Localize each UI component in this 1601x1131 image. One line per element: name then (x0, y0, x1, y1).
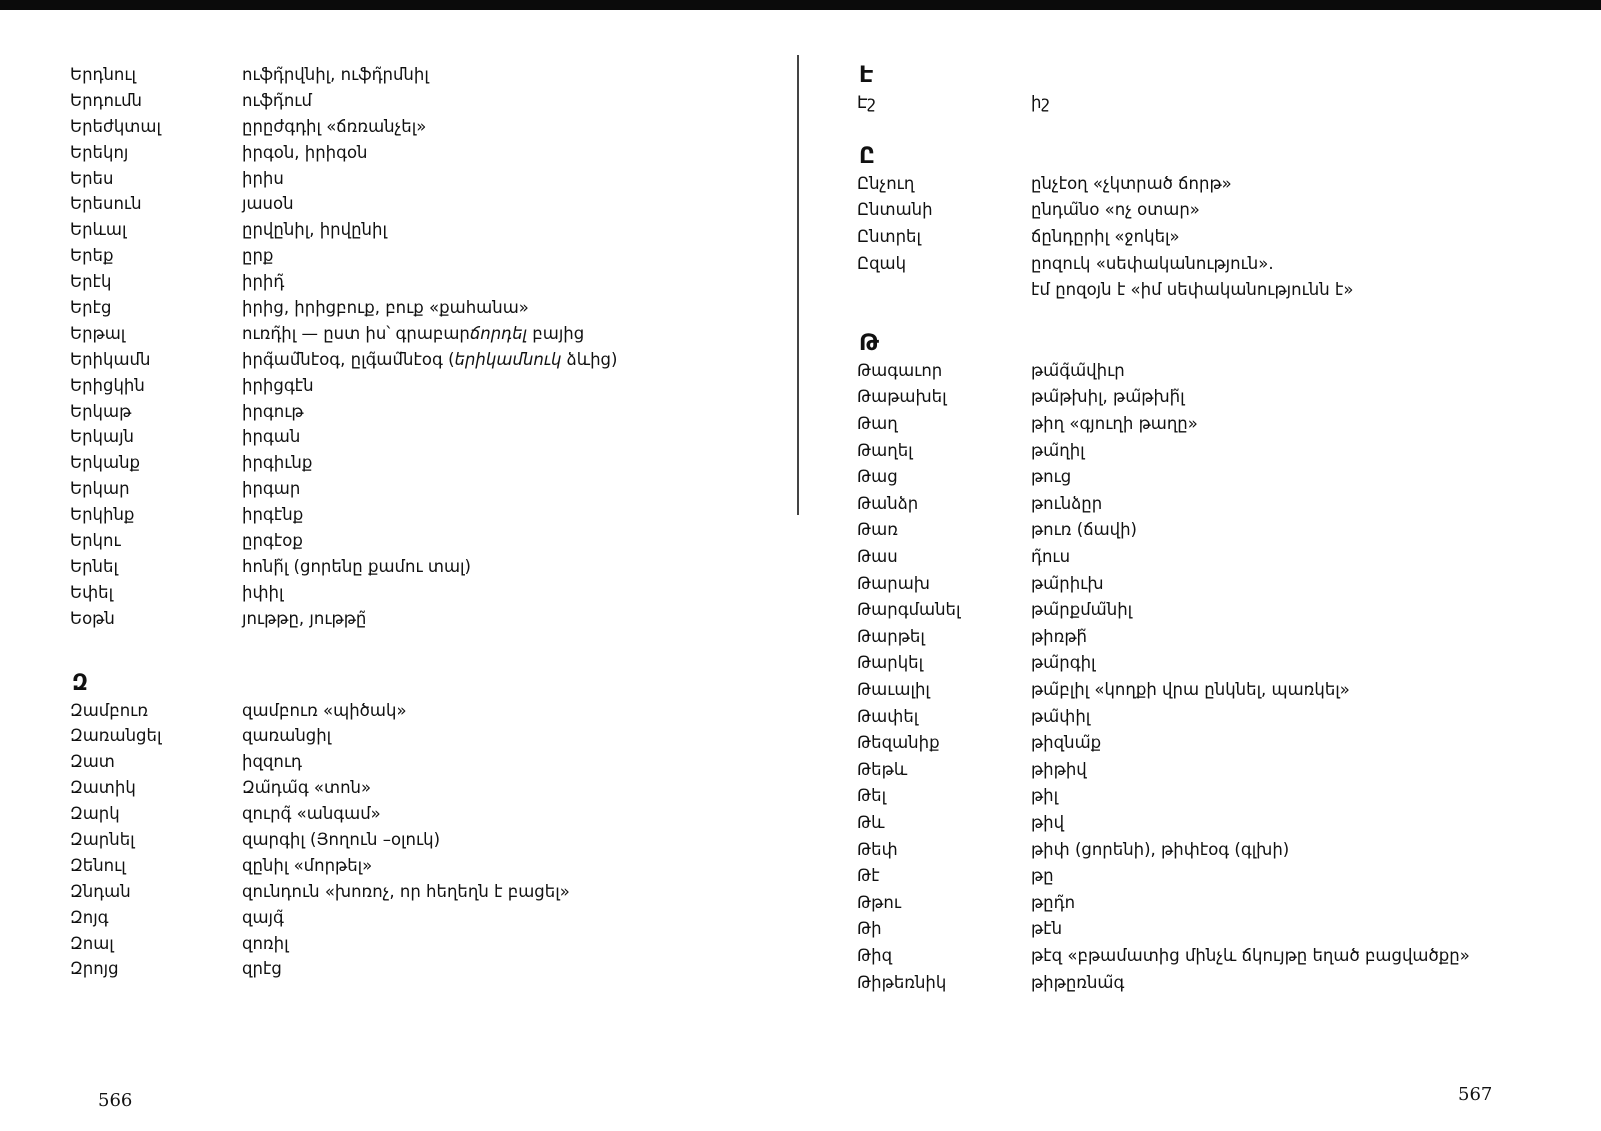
entry-headword: Թանձր (857, 493, 919, 513)
entry-dialect-text: ընչէօղ «չկտրած ճորթ» (1031, 173, 1232, 193)
dictionary-entry (70, 905, 760, 931)
entry-headword: Թիթեռնիկ (857, 972, 947, 992)
entry-dialect-text: թիռթի̃ (1031, 626, 1087, 646)
entry-dialect-text: յութթը, յութթը̃ (242, 608, 367, 628)
entry-headword: Թեթև (857, 759, 908, 779)
entry-dialect-text: իզզուդ (242, 752, 302, 772)
entry-dialect-form (1031, 465, 1557, 489)
entry-dialect-text: զունդուն «խոռոչ, որ հեղեղն է բացել» (242, 881, 570, 901)
entry-dialect-form (242, 880, 760, 904)
dictionary-entry (70, 88, 760, 114)
entry-dialect-form (1031, 651, 1557, 675)
dictionary-entry (70, 62, 760, 88)
entry-dialect-text: ուֆդ̃րվնիլ, ուֆդ̃րմնիլ (242, 64, 429, 84)
dictionary-entry (70, 424, 760, 450)
entry-headword: Թաս (857, 547, 898, 567)
entry-dialect-form (242, 477, 760, 501)
entry-dialect-text: իրիս (242, 168, 284, 188)
dictionary-entry (70, 775, 760, 801)
dictionary-entry (70, 243, 760, 269)
dictionary-entry (70, 373, 760, 399)
dictionary-entry (70, 269, 760, 295)
entry-dialect-form (1031, 439, 1557, 463)
entry-dialect-text-tail: ձևից) (561, 349, 618, 369)
entry-headword: Զատ (70, 752, 115, 772)
entry-dialect-text: զառանցիլ (242, 726, 332, 746)
section-letter: Թ (859, 330, 879, 356)
entry-dialect-text: ըրք (242, 246, 274, 266)
entry-dialect-text: իփիլ (242, 582, 284, 602)
entry-dialect-form (1031, 971, 1557, 995)
dictionary-entry (857, 90, 1557, 117)
dictionary-entry (857, 730, 1557, 757)
entry-dialect-text: հոնի̃լ (ցորենը քամու տալ) (242, 556, 471, 576)
entry-dialect-form (1031, 91, 1557, 115)
dictionary-entry (857, 783, 1557, 810)
entry-headword: Թաթախել (857, 387, 947, 407)
dictionary-entry (857, 863, 1557, 890)
entry-dialect-text: թա̃թխիլ, թա̃թխի̃լ (1031, 387, 1185, 407)
entry-dialect-text: էմ ըոզօյն է «իմ սեփականությունն է» (1031, 280, 1354, 300)
entry-headword: Ըզակ (857, 253, 907, 273)
entry-dialect-form (242, 802, 760, 826)
entry-headword: Երեժկտալ (70, 116, 161, 136)
dictionary-entry (70, 801, 760, 827)
entry-dialect-form (1031, 678, 1557, 702)
dictionary-entry (70, 606, 760, 632)
dictionary-entry (857, 756, 1557, 783)
entry-headword: Թարգմանել (857, 600, 961, 620)
entry-headword: Թէ (857, 866, 880, 886)
section-letter: Է (859, 63, 874, 88)
entry-headword: Երկար (70, 479, 130, 499)
entry-dialect-text: զարգիլ (Յողուն –օլուկ) (242, 829, 441, 849)
entry-dialect-form (242, 828, 760, 852)
entry-headword: Թափել (857, 706, 919, 726)
entry-dialect-text: իրգէնք (242, 505, 304, 525)
entry-dialect-text: թուց (1031, 467, 1072, 487)
entry-dialect-text: թիթըռնա̃գ (1031, 972, 1125, 992)
entry-headword: Երթալ (70, 323, 126, 343)
entry-dialect-text: թիփ (ցորենի), թիփէօգ (գլխի) (1031, 839, 1290, 859)
entry-headword: Երեսուն (70, 194, 142, 214)
entry-dialect-form (242, 167, 760, 191)
entry-dialect-form (242, 451, 760, 475)
entry-dialect-text: զամբուռ «պիծակ» (242, 700, 407, 720)
entry-headword: Զամբուռ (70, 700, 149, 720)
entry-headword: Երեք (70, 246, 114, 266)
entry-dialect-form (242, 89, 760, 113)
entry-headword: Ընտանի (857, 200, 933, 220)
entry-dialect-form (242, 141, 760, 165)
entry-dialect-form (242, 270, 760, 294)
entry-dialect-form (242, 348, 760, 372)
dictionary-entry (857, 703, 1557, 730)
entry-headword: Եօթն (70, 608, 115, 628)
entry-dialect-text: ճընդըրիլ «ջոկել» (1031, 227, 1180, 247)
entry-dialect-text: իրգութ (242, 401, 304, 421)
entry-dialect-form (242, 296, 760, 320)
dictionary-entry (857, 943, 1557, 970)
entry-dialect-form (1031, 891, 1557, 915)
dictionary-entry (70, 957, 760, 983)
dictionary-entry (70, 450, 760, 476)
entry-dialect-text: ըրգէօք (242, 530, 303, 550)
entry-headword: Երկինք (70, 505, 135, 525)
entry-headword: Երևալ (70, 220, 127, 240)
entry-dialect-text: ընդա̃նօ «ոչ օտար» (1031, 200, 1200, 220)
entry-headword: Թեփ (857, 839, 898, 859)
entry-dialect-form (1031, 758, 1557, 782)
entry-dialect-text: զուրգ̃ «անգամ» (242, 804, 381, 824)
entry-dialect-text: ուֆդ̃ում (242, 90, 312, 110)
dictionary-entry (70, 347, 760, 373)
entry-dialect-text: իրիցգէն (242, 375, 314, 395)
dictionary-entry (857, 491, 1557, 518)
entry-dialect-text: թա̃գ̃ա̃վիւր (1031, 360, 1125, 380)
entry-headword: Զառանցել (70, 726, 162, 746)
entry-dialect-form (242, 529, 760, 553)
entry-dialect-form (242, 425, 760, 449)
dictionary-entry (857, 836, 1557, 863)
dictionary-entry (70, 580, 760, 606)
entry-dialect-text: թը (1031, 866, 1054, 886)
entry-dialect-form (242, 607, 760, 631)
entry-headword: Զենուլ (70, 855, 126, 875)
dictionary-entry (857, 916, 1557, 943)
entry-dialect-text: Զա̃դա̃գ «տոն» (242, 778, 372, 798)
dictionary-entry (857, 810, 1557, 837)
section-letter: Զ (72, 670, 89, 696)
entry-headword: Թարկել (857, 653, 924, 673)
dictionary-entry (70, 723, 760, 749)
entry-dialect-text: ըրվընիլ, իրվընիլ (242, 220, 387, 240)
entry-dialect-form (1031, 278, 1557, 302)
entry-dialect-text: թուռ (ճավի) (1031, 520, 1137, 540)
entry-dialect-form (242, 750, 760, 774)
entry-dialect-form (1031, 252, 1557, 276)
left-page (70, 62, 760, 982)
entry-dialect-text: թա̃րգիլ (1031, 653, 1096, 673)
entry-dialect-text: թա̃փիլ (1031, 706, 1091, 726)
entry-dialect-form (242, 374, 760, 398)
entry-headword: Թաց (857, 467, 898, 487)
dictionary-entry (857, 197, 1557, 224)
dictionary-entry (857, 969, 1557, 996)
entry-dialect-text: իրգար (242, 479, 301, 499)
entry-headword: Երիկամն (70, 349, 151, 369)
entry-dialect-form (1031, 811, 1557, 835)
entry-dialect-text-tail: բայից (527, 323, 585, 343)
entry-headword: Զատիկ (70, 778, 136, 798)
dictionary-entry (857, 517, 1557, 544)
entry-headword: Երկանք (70, 453, 141, 473)
entry-headword: Թարախ (857, 573, 930, 593)
entry-headword: Երկաթ (70, 401, 132, 421)
dictionary-entry (70, 698, 760, 724)
entry-headword: Թառ (857, 520, 898, 540)
entry-dialect-form (242, 776, 760, 800)
right-page (857, 62, 1557, 996)
entry-headword: Զարկ (70, 804, 120, 824)
dictionary-entry (70, 191, 760, 217)
dictionary-entry (857, 250, 1557, 277)
entry-headword: Թել (857, 786, 887, 806)
entry-headword: Երկայն (70, 427, 135, 447)
entry-dialect-form (1031, 625, 1557, 649)
dictionary-entry (857, 358, 1557, 385)
dictionary-entry (857, 677, 1557, 704)
dictionary-entry (70, 554, 760, 580)
entry-dialect-form (242, 699, 760, 723)
dictionary-entry (70, 528, 760, 554)
dictionary-entry (857, 544, 1557, 571)
entry-dialect-form (1031, 598, 1557, 622)
entry-headword: Թի (857, 919, 882, 939)
dictionary-entry (857, 437, 1557, 464)
entry-headword: Թագաւոր (857, 360, 943, 380)
entry-headword: Երէկ (70, 272, 112, 292)
entry-dialect-text: թիղ «գյուղի թաղը» (1031, 414, 1198, 434)
entry-headword: Ընտրել (857, 227, 921, 247)
entry-dialect-form (242, 854, 760, 878)
entry-headword: Զարնել (70, 829, 135, 849)
entry-headword: Երէց (70, 297, 112, 317)
entry-dialect-text: իշ (1031, 93, 1050, 113)
entry-dialect-form (242, 400, 760, 424)
entry-dialect-text: թըդ̃ո (1031, 892, 1076, 912)
entry-headword: Երկու (70, 530, 121, 550)
entry-headword: Թարթել (857, 626, 925, 646)
entry-dialect-form (1031, 385, 1557, 409)
entry-dialect-form (242, 244, 760, 268)
entry-dialect-text: թա̃բլիլ «կողքի վրա ընկնել, պառկել» (1031, 679, 1350, 699)
entry-dialect-form (1031, 492, 1557, 516)
entry-dialect-form (1031, 518, 1557, 542)
entry-dialect-form (242, 63, 760, 87)
entry-headword: Երիցկին (70, 375, 145, 395)
entry-dialect-text: թիթիվ (1031, 759, 1087, 779)
entry-dialect-form (1031, 838, 1557, 862)
entry-dialect-form (1031, 784, 1557, 808)
dictionary-entry (70, 749, 760, 775)
dictionary-entry (70, 217, 760, 243)
dictionary-entry (857, 570, 1557, 597)
entry-dialect-text: իրգ̃ամ̃նէօգ, ըլգ̃ամ̃նէօգ ( (242, 349, 455, 369)
entry-headword: Զոալ (70, 933, 114, 953)
entry-dialect-text: թա̃ղիլ (1031, 440, 1085, 460)
entry-dialect-text: զրէց (242, 959, 282, 979)
entry-dialect-form (1031, 705, 1557, 729)
dictionary-entry (70, 114, 760, 140)
dictionary-entry (70, 502, 760, 528)
entry-dialect-text: թունձըր (1031, 493, 1103, 513)
entry-dialect-form (242, 503, 760, 527)
dictionary-entry (70, 399, 760, 425)
dictionary-entry (857, 597, 1557, 624)
entry-dialect-form (1031, 172, 1557, 196)
entry-dialect-form (242, 115, 760, 139)
entry-headword: Երեկոյ (70, 142, 129, 162)
entry-headword: Երես (70, 168, 114, 188)
entry-headword: Երնել (70, 556, 118, 576)
entry-dialect-form (1031, 198, 1557, 222)
dictionary-entry (70, 879, 760, 905)
entry-dialect-text: թիզնա̃ք (1031, 733, 1102, 753)
entry-dialect-form (242, 906, 760, 930)
entry-dialect-form (1031, 412, 1557, 436)
dictionary-entry (857, 411, 1557, 438)
dictionary-entry (857, 624, 1557, 651)
entry-dialect-form (1031, 545, 1557, 569)
entry-dialect-text: թա̃րիւխ (1031, 573, 1104, 593)
dictionary-entry (857, 650, 1557, 677)
dictionary-entry (857, 171, 1557, 198)
entry-dialect-text: իրիդ̃ (242, 272, 285, 292)
entry-dialect-form (1031, 572, 1557, 596)
page-number-right: 567 (1458, 1084, 1493, 1105)
dictionary-entry (857, 277, 1557, 304)
entry-headword: Զրոյց (70, 959, 119, 979)
entry-dialect-text: թէն (1031, 919, 1063, 939)
entry-headword: Էշ (857, 93, 876, 113)
entry-headword: Թաղել (857, 440, 913, 460)
entry-dialect-text: թիլ (1031, 786, 1059, 806)
dictionary-entry (70, 140, 760, 166)
entry-dialect-form (242, 218, 760, 242)
entry-italic-form: ճորդել (469, 323, 528, 343)
dictionary-entry (857, 384, 1557, 411)
entry-headword: Թաղ (857, 414, 898, 434)
entry-dialect-text: իրգօն, իրիգօն (242, 142, 368, 162)
entry-dialect-text: թէզ «բթամատից մինչև ճկույթը եղած բացվածքը» (1031, 945, 1470, 965)
entry-dialect-form (242, 724, 760, 748)
entry-headword: Թաւալիլ (857, 679, 930, 699)
dictionary-entry (70, 853, 760, 879)
entry-dialect-text: իրից, իրիցբուք, բուք «քահանա» (242, 297, 529, 317)
entry-dialect-form (242, 932, 760, 956)
entry-italic-form: երիկամնուկ (454, 349, 562, 369)
entry-dialect-form (242, 581, 760, 605)
entry-dialect-form (242, 957, 760, 981)
entry-dialect-form (242, 555, 760, 579)
entry-dialect-text: ուռդ̃իլ — ըստ իս՝ գրաբար (242, 323, 470, 343)
entry-dialect-text: ըոզուկ «սեփականություն». (1031, 253, 1274, 273)
entry-headword: Ընչուղ (857, 173, 915, 193)
entry-headword: Զոյգ (70, 907, 109, 927)
dictionary-entry (857, 224, 1557, 251)
page-gutter-line (797, 55, 799, 515)
entry-dialect-text: զոռիլ (242, 933, 289, 953)
entry-dialect-form (242, 192, 760, 216)
dictionary-entry (70, 321, 760, 347)
entry-dialect-form (1031, 917, 1557, 941)
entry-dialect-text: իրգան (242, 427, 301, 447)
entry-headword: Երդնուլ (70, 64, 137, 84)
entry-dialect-text: ըրըժգդիլ «ճռռանչել» (242, 116, 427, 136)
dictionary-entry (70, 476, 760, 502)
entry-dialect-form (242, 322, 760, 346)
dictionary-entry (857, 889, 1557, 916)
entry-dialect-form (1031, 731, 1557, 755)
entry-headword: Թթու (857, 892, 901, 912)
entry-dialect-form (1031, 225, 1557, 249)
entry-dialect-text: զայգ̃ (242, 907, 284, 927)
section-letter: Ը (859, 143, 875, 169)
entry-dialect-text: թա̃րքմա̃նիլ (1031, 600, 1133, 620)
entry-dialect-form (1031, 359, 1557, 383)
dictionary-entry (70, 827, 760, 853)
dictionary-entry (70, 295, 760, 321)
entry-dialect-text: իրգիւնք (242, 453, 313, 473)
dictionary-entry (70, 931, 760, 957)
entry-dialect-form (1031, 944, 1557, 968)
dictionary-entry (70, 166, 760, 192)
entry-headword: Եփել (70, 582, 114, 602)
entry-dialect-text: յասօն (242, 194, 294, 214)
scan-top-border (0, 0, 1601, 10)
entry-dialect-text: դ̃ուս (1031, 547, 1071, 567)
entry-dialect-form (1031, 864, 1557, 888)
entry-dialect-text: զընիլ «մորթել» (242, 855, 373, 875)
entry-headword: Երդումն (70, 90, 143, 110)
page-number-left: 566 (98, 1090, 133, 1111)
dictionary-entry (857, 464, 1557, 491)
entry-headword: Թեզանիք (857, 733, 940, 753)
entry-dialect-text: թիվ (1031, 812, 1065, 832)
entry-headword: Զնդան (70, 881, 131, 901)
entry-headword: Թև (857, 812, 885, 832)
entry-headword: Թիզ (857, 945, 893, 965)
